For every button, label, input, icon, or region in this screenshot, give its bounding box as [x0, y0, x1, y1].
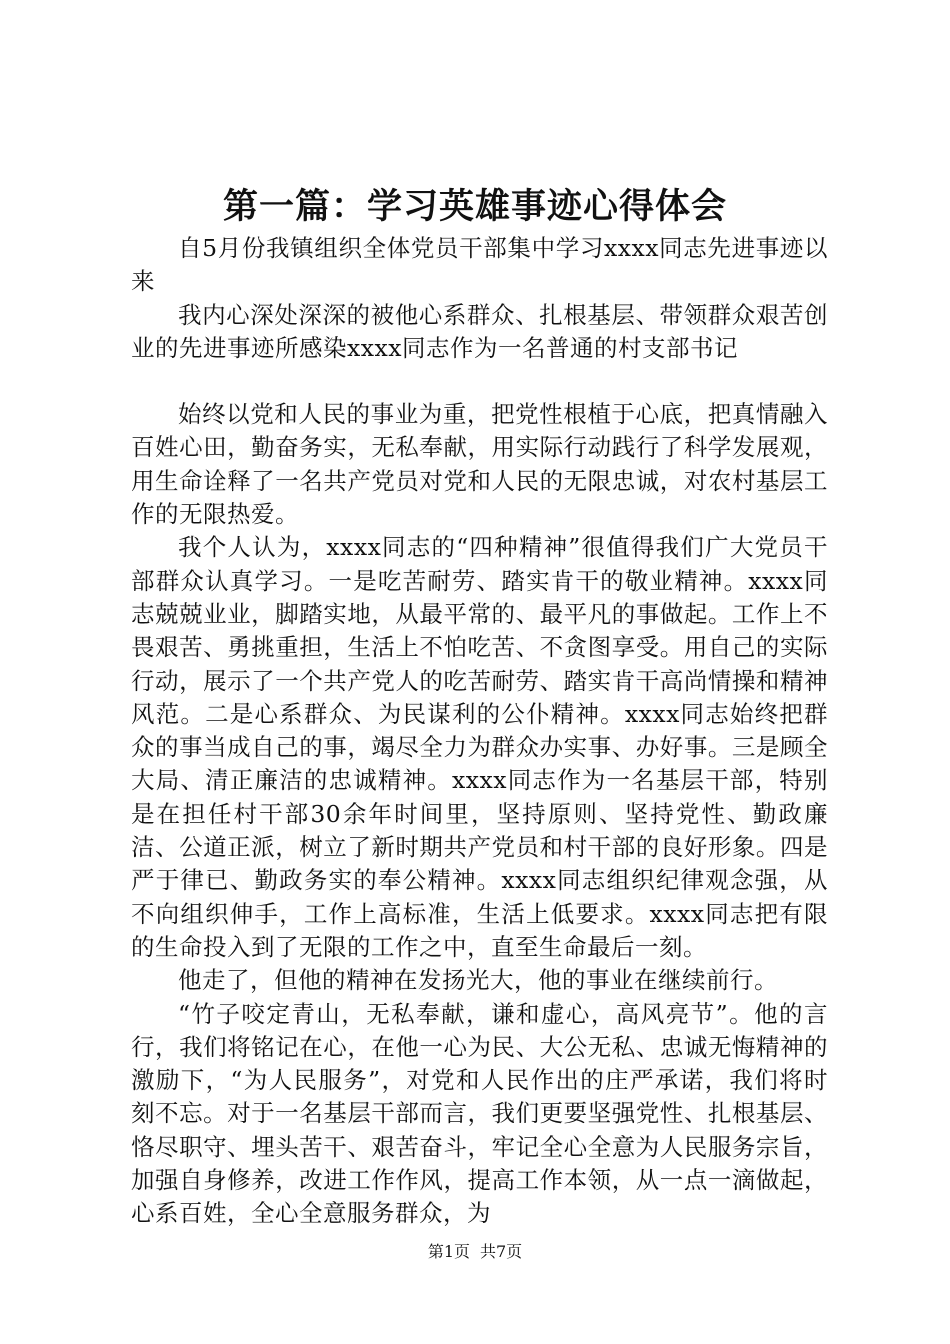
document-body [131, 232, 828, 1231]
paragraph-four-spirits: 我个人认为，xxxx同志的“四种精神”很值得我们广大党员干部群众认真学习。一是吃苦耐劳、踏实肯干的敬业精神。xxxx同志兢兢业业，脚踏实地，从最平常的、最平凡的事做起。工作上不畏艰苦、勇挑重担，生活上不怕吃苦、不贪图享受。用自己的实际行动，展示了一个共产党人的吃苦耐劳、踏实肯干高尚情操和精神风范。二是心系群众、为民谋利的公仆精神。xxxx同志始终把群众的事当成自己的事，竭尽全力为群众办实事、办好事。三是顾全大局、清正廉洁的忠诚精神。xxxx同志作为一名基层干部，特别是在担任村干部30余年时间里，坚持原则、坚持党性、勤政廉洁、公道正派，树立了新时期共产党员和村干部的良好形象。四是严于律已、勤政务实的奉公精神。xxxx同志组织纪律观念强，从不向组织伸手，工作上高标准，生活上低要求。xxxx同志把有限的生命投入到了无限的工作之中，直至生命最后一刻。 [131, 533, 828, 961]
paragraph-bamboo-quote: “竹子咬定青山，无私奉献，谦和虚心，高风亮节”。他的言行，我们将铭记在心，在他一心为民、大公无私、忠诚无悔精神的激励下，“为人民服务”，对党和人民作出的庄严承诺，我们将时刻不忘。对于一名基层干部而言，我们更要坚强党性、扎根基层、恪尽职守、埋头苦干、艰苦奋斗，牢记全心全意为人民服务宗旨，加强自身修养，改进工作作风，提高工作本领，从一点一滴做起，心系百姓，全心全意服务群众，为 [131, 999, 828, 1228]
page-number-total: 共7页 [480, 1242, 523, 1261]
page-number-current: 第1页 [427, 1242, 470, 1261]
paragraph-intro: 自5月份我镇组织全体党员干部集中学习xxxx同志先进事迹以来 [131, 234, 828, 296]
paragraph-dedication: 始终以党和人民的事业为重，把党性根植于心底，把真情融入百姓心田，勤奋务实，无私奉献，用实际行动践行了科学发展观，用生命诠释了一名共产党员对党和人民的无限忠诚，对农村基层工作的无限热爱。 [131, 400, 828, 529]
paragraph-legacy: 他走了，但他的精神在发扬光大，他的事业在继续前行。 [178, 966, 778, 995]
paragraph-impression: 我内心深处深深的被他心系群众、扎根基层、带领群众艰苦创业的先进事迹所感染xxxx同志作为一名普通的村支部书记 [131, 300, 828, 362]
page-footer [0, 1240, 950, 1264]
paragraph-gap [131, 365, 828, 398]
document-title: 第一篇：学习英雄事迹心得体会 [222, 186, 727, 227]
